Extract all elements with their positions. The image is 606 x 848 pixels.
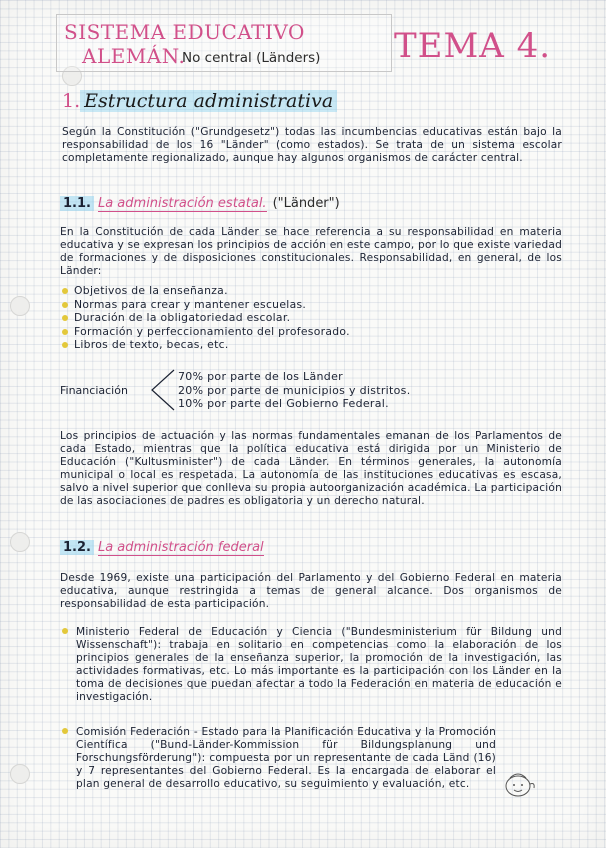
bracket-icon — [148, 368, 178, 412]
section-1-paragraph: Según la Constitución ("Grundgesetz") todas las incumbencias educativas están bajo la responsabilidad de los 16 "Länder" (como estados). Se trata de un sistema escolar completamente regionalizado, aunque hay algunos organismos de carácter central. — [62, 126, 562, 164]
tema-number: TEMA 4. — [394, 26, 552, 66]
section-1-2-number: 1.2. — [60, 540, 94, 555]
section-1-1-extra: ("Länder") — [272, 196, 340, 211]
section-1-number: 1. — [62, 90, 81, 112]
section-1-2-title: La administración federal — [97, 540, 264, 555]
bullet-dot — [62, 728, 68, 734]
section-1-1-paragraph: En la Constitución de cada Länder se hace referencia a su responsabilidad en materia educativa y se expresan los principios de acción en este campo, por lo que existe variedad de formaciones y de disposiciones constitucionales. Responsabilidad, en general, de los Länder: — [60, 226, 562, 277]
title-line-1: SISTEMA EDUCATIVO — [64, 20, 305, 44]
financing-line: 70% por parte de los Länder — [178, 370, 343, 383]
section-1-1-heading — [60, 196, 340, 211]
financing-lines — [178, 370, 411, 411]
section-1-1-paragraph-2: Los principios de actuación y las normas fundamentales emanan de los Parlamentos de cada Estado, mientras que la política educativa está dirigida por un Ministerio de Educación ("Kultusminister") de cada Länder. En términos generales, la autonomía municipal o local es respetada. La autonomía de las instituciones educativas es escasa, salvo a nivel superior que conlleva su propia autoorganización académica. La participación de las asociaciones de padres es obligatoria y un derecho natural. — [60, 430, 562, 507]
title-line-2: ALEMÁN. — [82, 44, 186, 68]
ministry-item: Ministerio Federal de Educación y Ciencia ("Bundesministerium für Bildung und Wissenschaft"): trabaja en solitario en competencias como la elaboración de los principios generales de la enseñanza superior, la promoción de la investigación, las actividades formativas, etc. Lo más importante es la participación con los Länder en la toma de decisiones que puedan afectar a todo la Federación en materia de educación e investigación. — [76, 626, 562, 703]
section-1-title: Estructura administrativa — [80, 90, 337, 112]
financing-label: Financiación — [60, 384, 128, 397]
financing-line: 20% por parte de municipios y distritos. — [178, 383, 411, 397]
list-item: Formación y perfeccionamiento del profesorado. — [62, 325, 350, 339]
list-item: Normas para crear y mantener escuelas. — [62, 298, 350, 312]
list-item: Objetivos de la enseñanza. — [62, 284, 350, 298]
list-item: Duración de la obligatoriedad escolar. — [62, 311, 350, 325]
bullet-dot — [62, 628, 68, 634]
teapot-doodle-icon — [500, 764, 536, 800]
punch-hole — [10, 296, 30, 316]
commission-item: Comisión Federación - Estado para la Planificación Educativa y la Promoción Científica ("Bund-Länder-Kommission für Bildungsplanung und Forschungsförderung"): compuesta por un representante de cada Länd (16) y 7 representantes del Gobierno Federal. Es la encargada de elaborar el plan general de desarrollo educativo, su seguimiento y evaluación, etc. — [76, 726, 496, 790]
financing-line: 10% por parte del Gobierno Federal. — [178, 397, 389, 411]
section-1-1-title: La administración estatal. — [97, 196, 267, 211]
section-1-heading — [62, 90, 337, 112]
section-1-2-heading — [60, 540, 264, 555]
punch-hole — [10, 532, 30, 552]
section-1-2-paragraph: Desde 1969, existe una participación del Parlamento y del Gobierno Federal en materia educativa, aunque restringida a temas de general alcance. Dos organismos de responsabilidad de esta participación. — [60, 572, 562, 610]
title-subtitle: No central (Länders) — [182, 50, 321, 66]
punch-hole — [10, 764, 30, 784]
section-1-1-number: 1.1. — [60, 196, 94, 211]
list-item: Libros de texto, becas, etc. — [62, 338, 350, 352]
responsibilities-list — [62, 284, 350, 352]
